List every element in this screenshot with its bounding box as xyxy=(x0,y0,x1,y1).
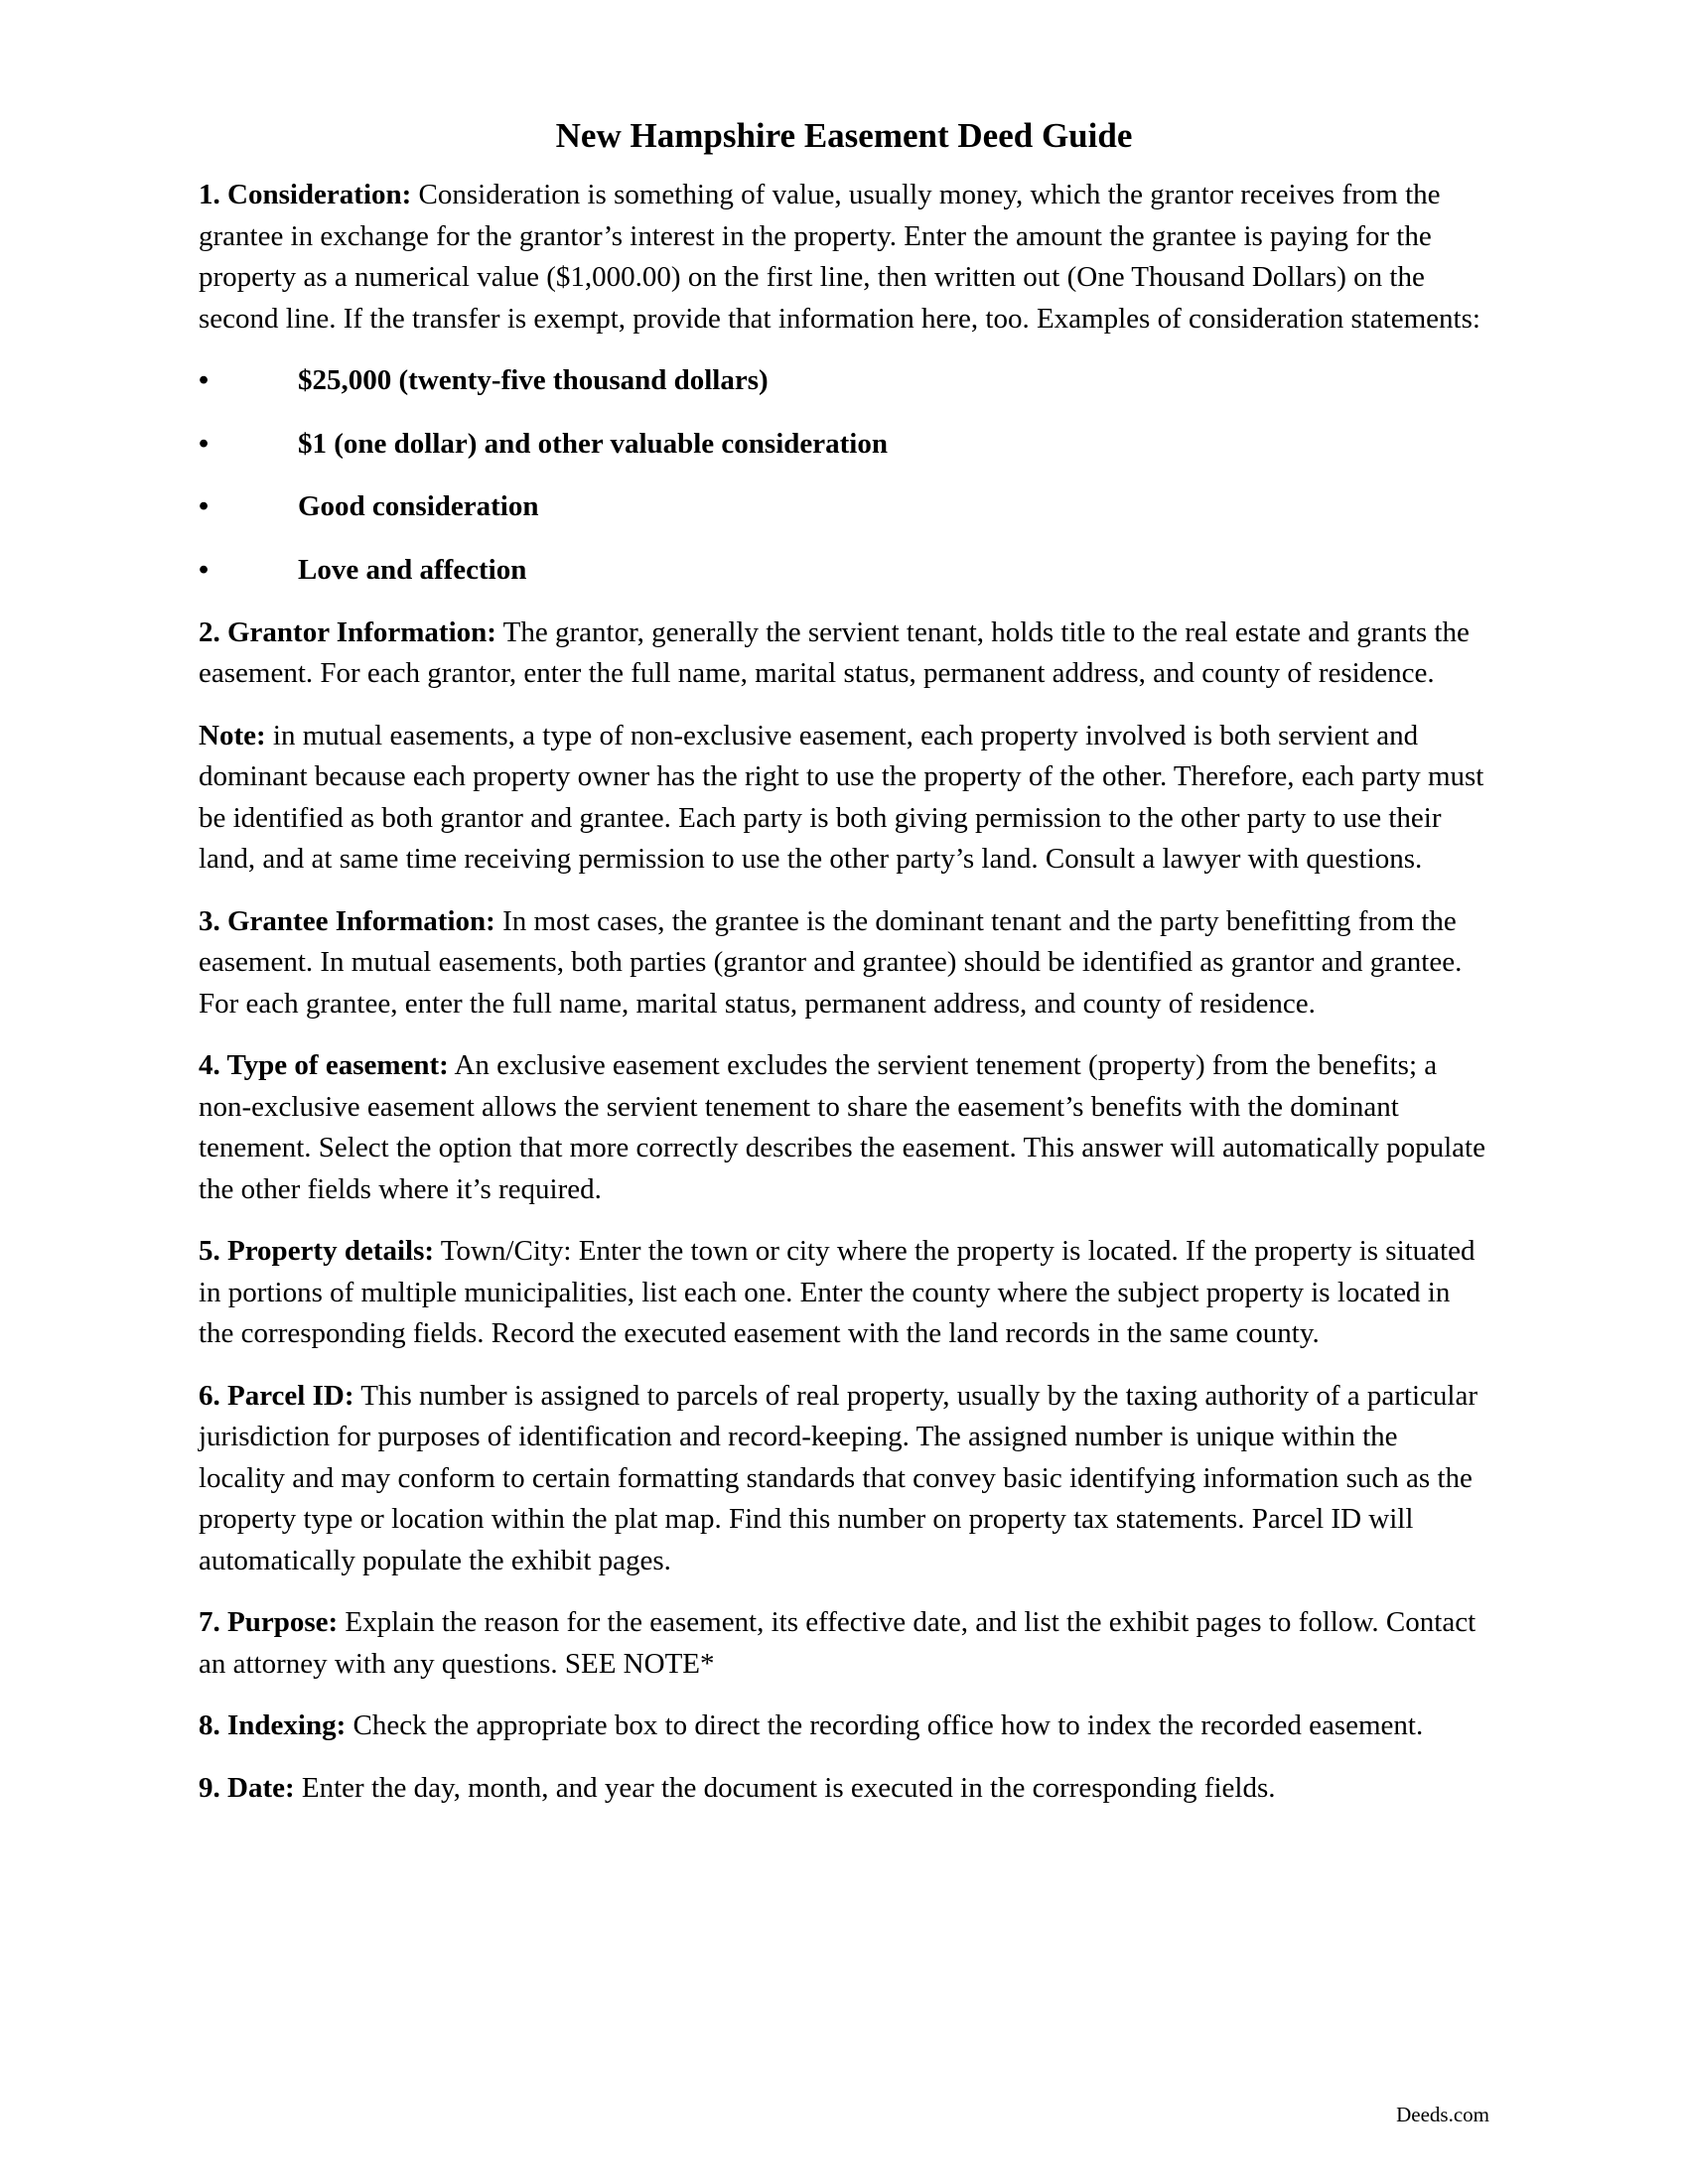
list-item-text: $25,000 (twenty-five thousand dollars) xyxy=(298,364,769,396)
section-body: Check the appropriate box to direct the recording office how to index the recorded easement. xyxy=(346,1709,1424,1741)
section-body: This number is assigned to parcels of real property, usually by the taxing authority of a particular jurisdiction for purposes of identification and record-keeping. The assigned number is unique within the locality and may conform to certain formatting standards that convey basic identifying information such as the property type or location within the plat map. Find this number on property tax statements. Parcel ID will automatically populate the exhibit pages. xyxy=(199,1379,1477,1576)
section-body: Explain the reason for the easement, its effective date, and list the exhibit pages to follow. Contact an attorney with any questions. SEE NOTE* xyxy=(199,1606,1477,1680)
section-heading: 1. Consideration: xyxy=(199,179,412,210)
section-parcel-id xyxy=(199,1376,1489,1582)
section-date xyxy=(199,1768,1489,1810)
section-body: in mutual easements, a type of non-exclusive easement, each property involved is both servient and dominant because each property owner has the right to use the property of the other. Therefore, each party must be identified as both grantor and grantee. Each party is both giving permission to the other party to use their land, and at same time receiving permission to use the other party’s land. Consult a lawyer with questions. xyxy=(199,719,1484,875)
list-item xyxy=(199,360,1489,401)
bullet-icon: • xyxy=(199,364,210,396)
section-body: Enter the day, month, and year the document is executed in the corresponding fields. xyxy=(294,1771,1276,1804)
list-item xyxy=(199,424,1489,465)
section-grantee-information xyxy=(199,901,1489,1025)
section-indexing xyxy=(199,1706,1489,1747)
section-property-details xyxy=(199,1231,1489,1355)
bullet-icon: • xyxy=(199,553,210,586)
section-heading: 7. Purpose: xyxy=(199,1606,339,1638)
list-item-text: Love and affection xyxy=(298,553,527,586)
document-page xyxy=(199,111,1489,1830)
list-item xyxy=(199,486,1489,527)
bullet-icon: • xyxy=(199,427,210,460)
list-item xyxy=(199,550,1489,591)
section-heading: 2. Grantor Information: xyxy=(199,615,496,648)
section-type-of-easement xyxy=(199,1045,1489,1210)
section-body: In most cases, the grantee is the dominant tenant and the party benefitting from the easement. In mutual easements, both parties (grantor and grantee) should be identified as grantor and grantee. For each grantee, enter the full name, marital status, permanent address, and county of residence. xyxy=(199,904,1463,1020)
bullet-icon: • xyxy=(199,490,210,522)
section-body: An exclusive easement excludes the servient tenement (property) from the benefits; a non-exclusive easement allows the servient tenement to share the easement’s benefits with the dominant tenement. Select the option that more correctly describes the easement. This answer will automatically populate the other fields where it’s required. xyxy=(199,1049,1485,1205)
section-heading: 9. Date: xyxy=(199,1771,295,1804)
document-title: New Hampshire Easement Deed Guide xyxy=(555,116,1133,155)
section-heading: 6. Parcel ID: xyxy=(199,1379,354,1412)
consideration-examples-list xyxy=(199,360,1489,591)
section-heading: 4. Type of easement: xyxy=(199,1049,449,1081)
list-item-text: $1 (one dollar) and other valuable consideration xyxy=(298,427,888,460)
section-heading: 8. Indexing: xyxy=(199,1709,347,1741)
section-heading: 3. Grantee Information: xyxy=(199,904,495,937)
footer-site-name: Deeds.com xyxy=(1396,2103,1489,2126)
section-grantor-information xyxy=(199,613,1489,695)
section-consideration xyxy=(199,175,1489,340)
section-body: The grantor, generally the servient tenant, holds title to the real estate and grants the easement. For each grantor, enter the full name, marital status, permanent address, and county of residence. xyxy=(199,615,1470,689)
section-purpose xyxy=(199,1602,1489,1685)
section-body: Consideration is something of value, usually money, which the grantor receives from the grantee in exchange for the grantor’s interest in the property. Enter the amount the grantee is paying for the property as a numerical value ($1,000.00) on the first line, then written out (One Thousand Dollars) on the second line. If the transfer is exempt, provide that information here, too. Examples of consideration statements: xyxy=(199,179,1480,335)
list-item-text: Good consideration xyxy=(298,490,539,522)
section-heading: 5. Property details: xyxy=(199,1235,435,1267)
section-body: Town/City: Enter the town or city where the property is located. If the property is situated in portions of multiple municipalities, list each one. Enter the county where the subject property is located in the corresponding fields. Record the executed easement with the land records in the same county. xyxy=(199,1235,1476,1349)
section-heading: Note: xyxy=(199,719,266,751)
section-note xyxy=(199,716,1489,881)
